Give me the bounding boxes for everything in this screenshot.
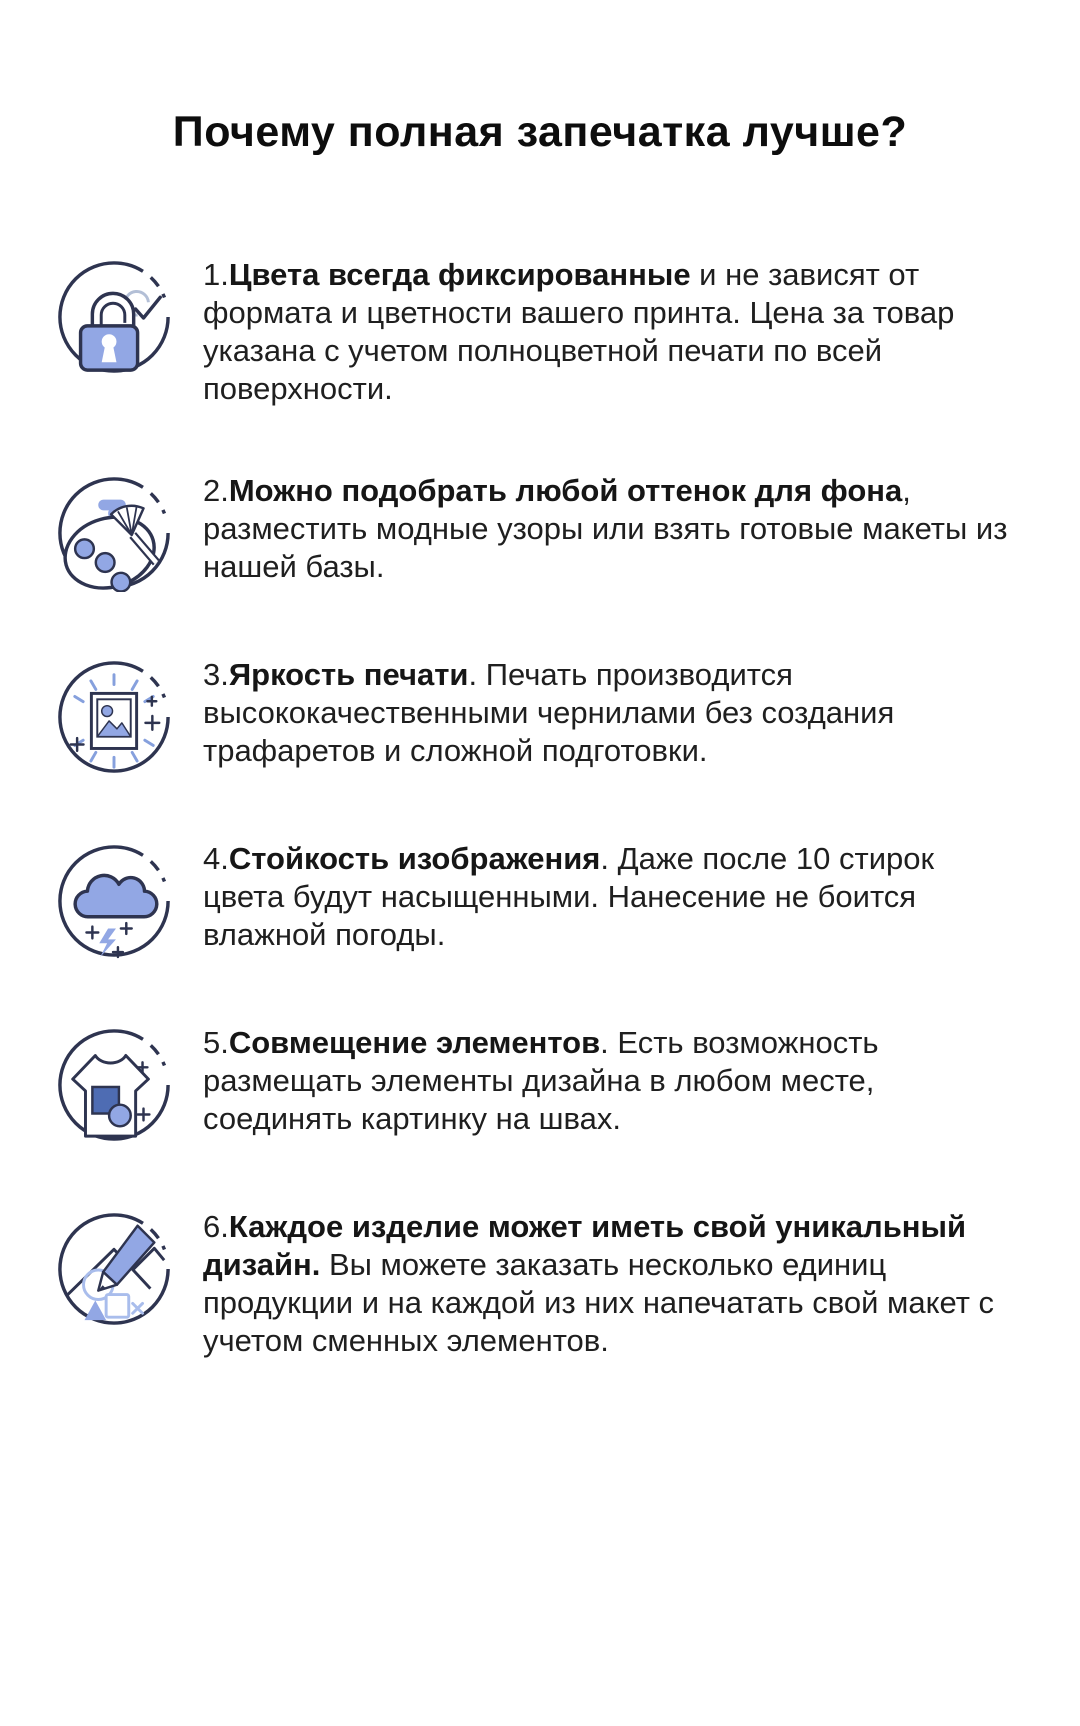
item-number: 5.	[203, 1025, 229, 1060]
benefit-item-1	[0, 256, 1080, 408]
item-rest-text: , разместить модные узоры или взять готовые макеты из нашей базы.	[203, 473, 1008, 584]
item-bold-text: Цвета всегда фиксированные	[228, 257, 691, 292]
item-number: 1.	[203, 257, 229, 292]
benefit-text-4	[203, 840, 1012, 954]
rain-cloud-icon	[55, 842, 173, 960]
lock-check-icon	[55, 258, 173, 376]
item-bold-text: Можно подобрать любой оттенок для фона	[228, 473, 903, 508]
benefit-text-3	[203, 656, 1012, 770]
benefit-text-2	[203, 472, 1012, 586]
item-number: 6.	[203, 1209, 229, 1244]
tshirt-design-icon	[55, 1026, 173, 1144]
benefits-list	[0, 256, 1080, 1360]
benefit-item-2	[0, 472, 1080, 592]
item-rest-text: Вы можете заказать несколько единиц продукции и на каждой из них напечатать свой макет с учетом сменных элементов.	[203, 1247, 995, 1358]
benefit-item-5	[0, 1024, 1080, 1144]
item-rest-text: . Есть возможность размещать элементы дизайна в любом месте, соединять картинку на швах.	[203, 1025, 879, 1136]
benefit-text-6	[203, 1208, 1012, 1360]
item-bold-text: Яркость печати	[228, 657, 469, 692]
page-title: Почему полная запечатка лучше?	[172, 108, 908, 156]
item-number: 2.	[203, 473, 229, 508]
item-rest-text: и не зависят от формата и цветности вашего принта. Цена за товар указана с учетом полноцветной печати по всей поверхности.	[203, 257, 955, 406]
benefit-item-3	[0, 656, 1080, 776]
bright-image-icon	[55, 658, 173, 776]
item-rest-text: . Даже после 10 стирок цвета будут насыщенными. Нанесение не боится влажной погоды.	[203, 841, 935, 952]
item-number: 3.	[203, 657, 229, 692]
benefit-text-5	[203, 1024, 1012, 1138]
infographic-page	[0, 106, 1080, 1360]
item-bold-text: Стойкость изображения	[228, 841, 601, 876]
item-bold-text: Совмещение элементов	[228, 1025, 601, 1060]
palette-brush-icon	[55, 474, 173, 592]
benefit-item-4	[0, 840, 1080, 960]
item-number: 4.	[203, 841, 229, 876]
pencil-sketch-icon	[55, 1210, 173, 1328]
benefit-item-6	[0, 1208, 1080, 1360]
benefit-text-1	[203, 256, 1012, 408]
item-bold-text: Каждое изделие может иметь свой уникальный дизайн.	[203, 1209, 967, 1282]
item-rest-text: . Печать производится высококачественными чернилами без создания трафаретов и сложной подготовки.	[203, 657, 895, 768]
